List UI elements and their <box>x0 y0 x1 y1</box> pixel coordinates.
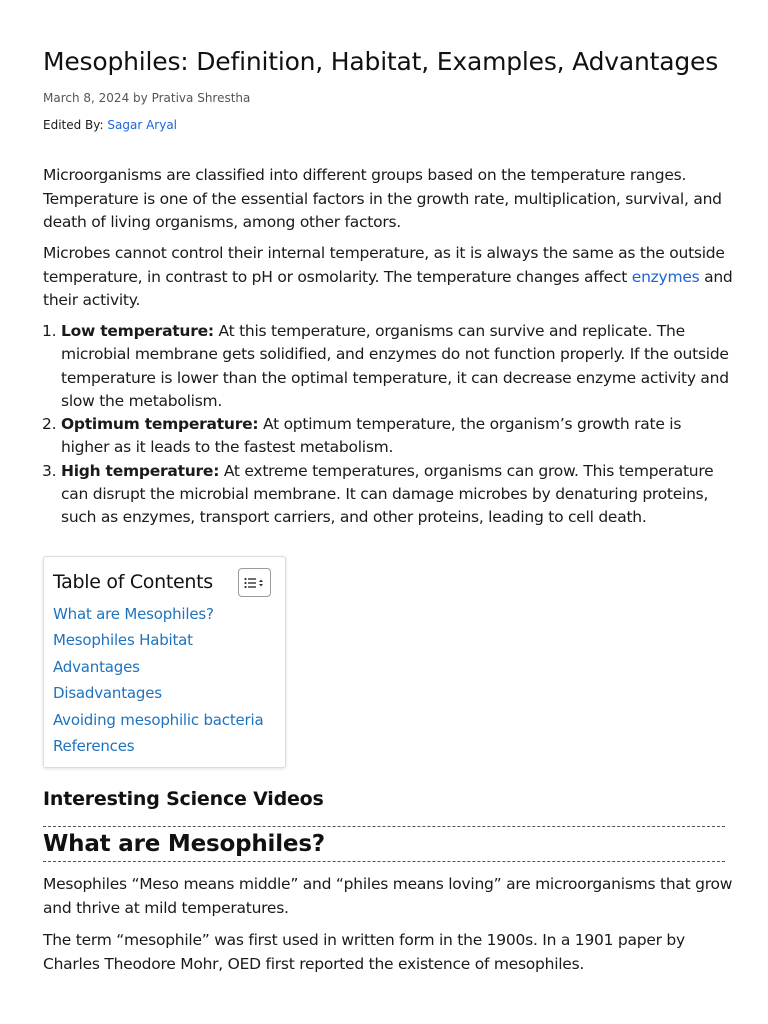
toc-item <box>53 707 263 733</box>
article-title: Mesophiles: Definition, Habitat, Examples, Advantages <box>43 47 719 76</box>
list-item-term: High temperature: <box>61 461 220 480</box>
toc-toggle-button[interactable] <box>238 568 271 597</box>
list-item-text: At optimum temperature, the organism’s growth rate is higher as it leads to the fastest metabolism. <box>61 415 682 457</box>
section-paragraph-1: Mesophiles “Meso means middle” and “philes means loving” are microorganisms that grow and thrive at mild temperatures. <box>43 875 733 917</box>
list-item <box>61 320 733 413</box>
toc-item <box>53 733 263 759</box>
toc-item <box>53 627 263 653</box>
intro-paragraph-2-text: Microbes cannot control their internal temperature, as it is always the same as the outside temperature, in contrast to pH or osmolarity. The temperature changes affect <box>43 244 725 286</box>
intro-paragraph-2-end: and their activity. <box>43 267 733 309</box>
list-item <box>61 460 733 530</box>
intro-paragraph-1: Microorganisms are classified into different groups based on the temperature ranges. Temperature is one of the essential factors in the growth rate, multiplication, survival, and death of living organisms, among other factors. <box>43 166 722 231</box>
toc-item <box>53 654 263 680</box>
publish-date: March 8, 2024 <box>43 91 130 105</box>
toc-list <box>53 601 263 759</box>
section-paragraph-2: The term “mesophile” was first used in written form in the 1900s. In a 1901 paper by Charles Theodore Mohr, OED first reported the existence of mesophiles. <box>43 931 685 973</box>
toc-link-references[interactable]: References <box>53 736 135 755</box>
toc-item <box>53 680 263 706</box>
editor-link[interactable]: Sagar Aryal <box>107 118 178 132</box>
section-heading: What are Mesophiles? <box>43 826 725 862</box>
intro-paragraph-2 <box>43 242 733 313</box>
list-item-text: At this temperature, organisms can survive and replicate. The microbial membrane gets solidified, and enzymes do not function properly. If the outside temperature is lower than the optimal temperature, it can decrease enzyme activity and slow the metabolism. <box>61 322 729 410</box>
edited-label: Edited By: <box>43 118 104 132</box>
videos-heading: Interesting Science Videos <box>43 788 324 810</box>
table-of-contents <box>43 556 286 768</box>
toc-link-disadvantages[interactable]: Disadvantages <box>53 684 162 703</box>
temperature-list <box>43 320 733 530</box>
list-toggle-icon <box>244 577 266 589</box>
by-word: by <box>133 91 148 105</box>
toc-item <box>53 601 263 627</box>
toc-link-avoiding-mesophilic-bacteria[interactable]: Avoiding mesophilic bacteria <box>53 710 264 729</box>
list-item-term: Optimum temperature: <box>61 415 259 434</box>
toc-link-mesophiles-habitat[interactable]: Mesophiles Habitat <box>53 631 193 650</box>
list-item-text: At extreme temperatures, organisms can grow. This temperature can disrupt the microbial membrane. It can damage microbes by denaturing proteins, such as enzymes, transport carriers, and other proteins, leading to cell death. <box>61 461 714 527</box>
edited-by <box>43 118 177 132</box>
article-meta <box>43 91 250 105</box>
toc-link-advantages[interactable]: Advantages <box>53 657 140 676</box>
author-link[interactable]: Prativa Shrestha <box>151 91 251 105</box>
list-item <box>61 413 733 460</box>
enzymes-link[interactable]: enzymes <box>631 267 700 286</box>
toc-link-what-are-mesophiles[interactable]: What are Mesophiles? <box>53 605 214 623</box>
list-item-term: Low temperature: <box>61 322 214 340</box>
toc-title: Table of Contents <box>53 571 213 593</box>
